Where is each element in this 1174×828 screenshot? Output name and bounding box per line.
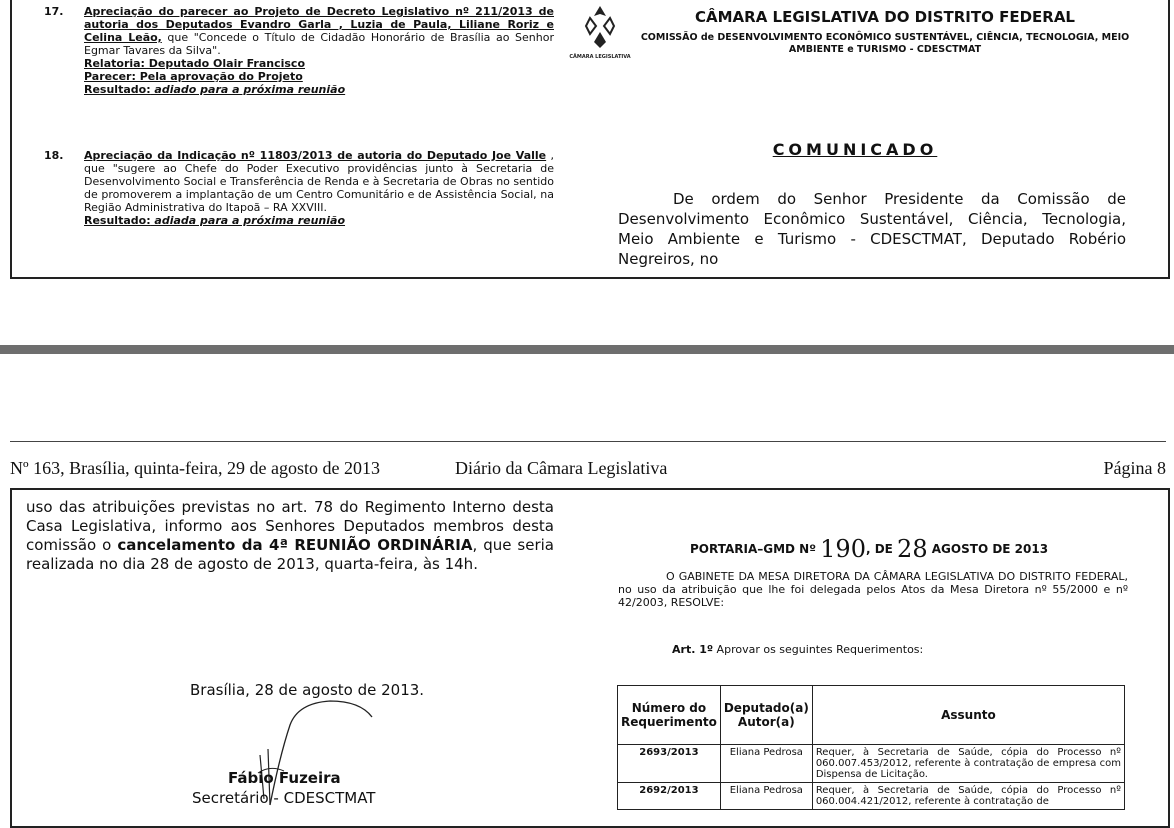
portaria-intro: O GABINETE DA MESA DIRETORA DA CÂMARA LEGISLATIVA DO DISTRITO FEDERAL, no uso da atribuição que lhe foi delegada pelos Atos da Mesa Diretora nº 55/2000 e nº 42/2003, RESOLVE: bbox=[618, 570, 1128, 609]
portaria-mid: , DE bbox=[865, 542, 898, 556]
item-title: Apreciação da Indicação nº 11803/2013 de autoria do Deputado Joe Valle bbox=[84, 149, 547, 162]
signature-date: Brasília, 28 de agosto de 2013. bbox=[190, 681, 425, 699]
signer-name: Fábio Fuzeira bbox=[228, 769, 341, 787]
para-text-a: uso das atribuições previstas no art. 78 do Regimento Interno desta Casa Legislativa, informo aos Senhores Deputados membros desta comissão o bbox=[26, 498, 554, 554]
table-header-row bbox=[618, 686, 1125, 745]
col-header-assunto: Assunto bbox=[812, 686, 1124, 745]
comunicado-continuation bbox=[26, 498, 554, 574]
portaria-title bbox=[690, 535, 1048, 563]
parecer: Parecer: Pela aprovação do Projeto bbox=[84, 70, 303, 83]
signer-role: Secretário - CDESCTMAT bbox=[192, 789, 376, 807]
issue-info: Nº 163, Brasília, quinta-feira, 29 de agosto de 2013 bbox=[10, 458, 380, 478]
comunicado-title: COMUNICADO bbox=[772, 140, 938, 159]
cell-numero: 2693/2013 bbox=[618, 745, 721, 783]
table-row bbox=[618, 783, 1125, 810]
page-number: Página 8 bbox=[1103, 458, 1166, 478]
header-title: CÂMARA LEGISLATIVA DO DISTRITO FEDERAL bbox=[694, 8, 1075, 26]
requerimentos-table bbox=[617, 685, 1125, 810]
item-number: 17. bbox=[44, 5, 64, 18]
table-row bbox=[618, 745, 1125, 783]
resultado-value: adiado para a próxima reunião bbox=[150, 83, 346, 96]
item-text: que "Concede o Título de Cidadão Honorário de Brasília ao Senhor Egmar Tavares da Silva". bbox=[84, 31, 554, 57]
journal-title: Diário da Câmara Legislativa bbox=[455, 458, 668, 478]
article-text: Aprovar os seguintes Requerimentos: bbox=[713, 643, 924, 656]
camara-logo-icon bbox=[569, 4, 631, 74]
agenda-item-18 bbox=[44, 149, 554, 227]
header-subtitle: COMISSÃO de DESENVOLVIMENTO ECONÔMICO SUSTENTÁVEL, CIÊNCIA, TECNOLOGIA, MEIO AMBIENTE e TURISMO - CDESCTMAT bbox=[640, 32, 1130, 55]
portaria-number: 190 bbox=[820, 535, 866, 563]
resultado-value: adiada para a próxima reunião bbox=[150, 214, 346, 227]
resultado-label: Resultado: bbox=[84, 214, 151, 227]
portaria-prefix: PORTARIA–GMD Nº bbox=[690, 542, 821, 556]
para-text-b: , que seria realizada no dia 28 de agosto de 2013, quarta-feira, às 14h. bbox=[26, 536, 554, 573]
cell-assunto: Requer, à Secretaria de Saúde, cópia do Processo nº 060.004.421/2012, referente à contratação de bbox=[812, 783, 1124, 810]
agenda-item-17 bbox=[44, 5, 554, 96]
comunicado-body: De ordem do Senhor Presidente da Comissão de Desenvolvimento Econômico Sustentável, Ciência, Tecnologia, Meio Ambiente e Turismo - CDESCTMAT, Deputado Robério Negreiros, no bbox=[618, 190, 1126, 268]
item-text: , que "sugere ao Chefe do Poder Executivo providências junto à Secretaria de Desenvolvimento Social e Transferência de Renda e à Secretaria de Obras no sentido de promoverem a implantação de um Centro Comunitário e de Assistência Social, na Região Administrativa do Itapoã – RA XXVIII. bbox=[84, 149, 554, 214]
page-separator bbox=[0, 345, 1174, 354]
portaria-day: 28 bbox=[897, 535, 928, 563]
logo-text: CÂMARA LEGISLATIVA bbox=[569, 54, 631, 60]
header-rule bbox=[10, 441, 1166, 442]
cell-autor: Eliana Pedrosa bbox=[720, 745, 812, 783]
resultado-label: Resultado: bbox=[84, 83, 151, 96]
article-1 bbox=[672, 643, 923, 656]
col-header-autor: Deputado(a) Autor(a) bbox=[720, 686, 812, 745]
cell-assunto: Requer, à Secretaria de Saúde, cópia do Processo nº 060.007.453/2012, referente à contratação de empresa com Dispensa de Licitação. bbox=[812, 745, 1124, 783]
item-title: Apreciação do parecer ao Projeto de Decreto Legislativo nº 211/2013 de autoria dos Deputados Evandro Garla , Luzia de Paula, Liliane Roriz e Celina Leão, bbox=[84, 5, 554, 44]
col-header-numero: Número do Requerimento bbox=[618, 686, 721, 745]
cell-autor: Eliana Pedrosa bbox=[720, 783, 812, 810]
cell-numero: 2692/2013 bbox=[618, 783, 721, 810]
relatoria: Relatoria: Deputado Olair Francisco bbox=[84, 57, 305, 70]
cancel-notice: cancelamento da 4ª REUNIÃO ORDINÁRIA bbox=[117, 536, 473, 554]
item-number: 18. bbox=[44, 149, 64, 162]
article-label: Art. 1º bbox=[672, 643, 714, 656]
portaria-suffix: AGOSTO DE 2013 bbox=[927, 542, 1049, 556]
